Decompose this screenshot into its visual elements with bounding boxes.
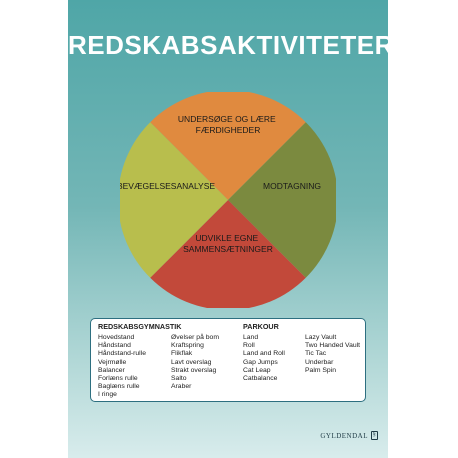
activity-list-item: Håndstand [98, 342, 131, 350]
activity-list-item: Balancer [98, 366, 125, 374]
activity-circle-diagram [120, 92, 336, 308]
activity-list-item: Baglæns rulle [98, 383, 140, 391]
activity-list-item: Øvelser på bom [171, 334, 219, 341]
gymnastik-heading: REDSKABSGYMNASTIK [98, 322, 182, 331]
gymnastik-list-1 [98, 334, 181, 400]
quadrant-right-label: MODTAGNING [263, 181, 321, 191]
parkour-heading-spacer [305, 323, 360, 334]
publisher-logo [320, 431, 378, 440]
activity-list-item: Land and Roll [243, 350, 285, 358]
activity-list-item: Land [243, 334, 259, 341]
activity-list-item: Lavt overslag [171, 358, 212, 366]
gymnastik-list-2 [171, 334, 219, 391]
quadrant-top-line2: FÆRDIGHEDER [195, 125, 261, 135]
activity-list-item: Tic Tac [305, 350, 327, 358]
activity-list-item: Lazy Vault [305, 334, 337, 341]
publisher-name: GYLDENDAL [320, 431, 368, 440]
activity-list-item: Cat Leap [243, 366, 271, 374]
activity-list-item: Strakt overslag [171, 366, 217, 374]
quadrant-top-line1: UNDERSØGE OG LÆRE [177, 114, 276, 124]
activity-list-item: Underbar [305, 358, 334, 366]
activity-list-card [90, 318, 366, 402]
parkour-list-2 [305, 334, 360, 375]
parkour-col2 [305, 323, 360, 375]
quadrant-bottom-line2: SAMMENSÆTNINGER [183, 244, 273, 254]
publisher-emblem-icon: § [372, 432, 377, 438]
activity-list-item: Hovedstand [98, 334, 135, 341]
quadrant-left-label: BEVÆGELSESANALYSE [120, 181, 216, 191]
gymnastik-col2 [171, 323, 219, 391]
circle-svg [120, 92, 336, 308]
parkour-heading: PARKOUR [243, 322, 279, 331]
quadrant-bottom-line1: UDVIKLE EGNE [195, 233, 259, 243]
activity-list-item: Flikflak [171, 350, 193, 358]
activity-list-item: I ringe [98, 391, 117, 399]
activity-list-item: Gap Jumps [243, 358, 278, 366]
parkour-col1 [243, 323, 285, 383]
poster [68, 0, 394, 458]
activity-list-item: Catbalance [243, 375, 278, 383]
poster-title: REDSKABSAKTIVITETER [68, 30, 394, 60]
activity-list-item: Araber [171, 383, 192, 391]
activity-list-item: Roll [243, 342, 255, 350]
parkour-list-1 [243, 334, 285, 383]
activity-list-item: Forlæns rulle [98, 375, 138, 383]
activity-list-item: Palm Spin [305, 366, 336, 374]
activity-list-item: Håndstand-rulle [98, 350, 146, 358]
activity-list-item: Two Handed Vault [305, 342, 361, 350]
gymnastik-heading-spacer [171, 323, 219, 334]
gymnastik-col1 [98, 323, 181, 400]
activity-list-item: Kraftspring [171, 342, 204, 350]
activity-list-item: Vejrmølle [98, 358, 127, 366]
quadrant-bottom-label [183, 233, 273, 254]
activity-list-item: Salto [171, 375, 187, 383]
